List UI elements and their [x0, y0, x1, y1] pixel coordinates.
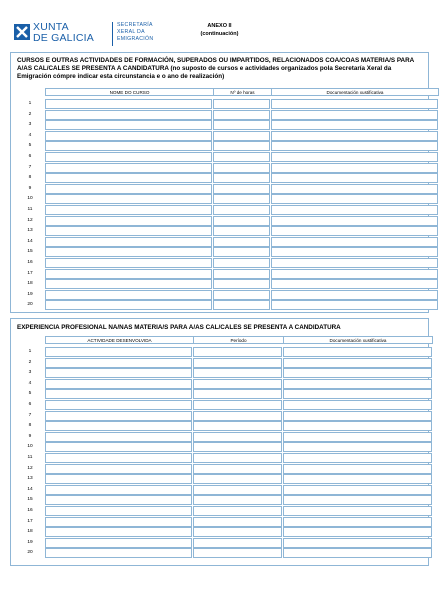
- input-cell[interactable]: [271, 226, 438, 236]
- dept-line-2: XERAL DA: [117, 29, 145, 35]
- row-number: 16: [27, 508, 33, 513]
- column-header: Período: [193, 336, 283, 344]
- input-cell[interactable]: [45, 110, 212, 120]
- input-cell[interactable]: [283, 432, 432, 442]
- input-cell[interactable]: [213, 194, 270, 204]
- input-cell[interactable]: [271, 110, 438, 120]
- input-cell[interactable]: [45, 184, 212, 194]
- row-number: 6: [28, 154, 32, 159]
- row-number: 13: [27, 228, 33, 234]
- input-cell[interactable]: [45, 495, 192, 505]
- row-number: 11: [27, 207, 33, 212]
- input-cell[interactable]: [193, 379, 282, 389]
- column-header: NOME DO CURSO: [45, 88, 213, 96]
- column-header: Nº de horas: [213, 88, 271, 96]
- input-cell[interactable]: [213, 173, 270, 183]
- dept-line-1: SECRETARÍA: [117, 22, 153, 28]
- row-number: 1: [28, 101, 32, 106]
- input-cell[interactable]: [193, 517, 282, 527]
- input-cell[interactable]: [271, 99, 438, 109]
- row-number: 4: [28, 132, 32, 138]
- row-number: 17: [27, 518, 33, 524]
- row-number: 14: [27, 238, 33, 244]
- input-cell[interactable]: [45, 247, 212, 257]
- input-cell[interactable]: [193, 527, 282, 537]
- row-number: 4: [28, 380, 32, 386]
- input-cell[interactable]: [45, 347, 192, 357]
- input-cell[interactable]: [45, 421, 192, 431]
- input-cell[interactable]: [193, 506, 282, 516]
- input-cell[interactable]: [193, 485, 282, 495]
- input-cell[interactable]: [271, 120, 438, 130]
- input-cell[interactable]: [283, 347, 432, 357]
- row-number: 15: [27, 497, 33, 503]
- column-header: Documentación xustificativa: [283, 336, 433, 344]
- row-number: 10: [27, 196, 33, 202]
- row-number: 8: [28, 423, 32, 429]
- input-cell[interactable]: [193, 495, 282, 505]
- input-cell[interactable]: [45, 216, 212, 226]
- row-number: 9: [28, 185, 32, 191]
- input-cell[interactable]: [213, 163, 270, 173]
- input-cell[interactable]: [283, 538, 432, 548]
- input-cell[interactable]: [45, 474, 192, 484]
- input-cell[interactable]: [283, 474, 432, 484]
- input-cell[interactable]: [193, 548, 282, 558]
- row-number: 3: [28, 122, 32, 128]
- input-cell[interactable]: [193, 389, 282, 399]
- input-cell[interactable]: [213, 131, 270, 141]
- input-cell[interactable]: [213, 279, 270, 289]
- input-cell[interactable]: [283, 400, 432, 410]
- input-cell[interactable]: [271, 131, 438, 141]
- input-cell[interactable]: [45, 400, 192, 410]
- input-cell[interactable]: [283, 442, 432, 452]
- experience-section: [10, 318, 429, 566]
- input-cell[interactable]: [271, 194, 438, 204]
- input-cell[interactable]: [213, 226, 270, 236]
- input-cell[interactable]: [271, 300, 438, 310]
- input-cell[interactable]: [45, 131, 212, 141]
- input-cell[interactable]: [193, 421, 282, 431]
- row-number: 5: [28, 391, 32, 397]
- input-cell[interactable]: [45, 453, 192, 463]
- row-number: 10: [27, 444, 33, 450]
- row-number: 14: [27, 486, 33, 492]
- input-cell[interactable]: [45, 432, 192, 442]
- input-cell[interactable]: [45, 485, 192, 495]
- input-cell[interactable]: [193, 442, 282, 452]
- page-header: [0, 0, 439, 52]
- input-cell[interactable]: [283, 358, 432, 368]
- row-number: 20: [27, 550, 33, 556]
- row-number: 3: [28, 370, 32, 376]
- row-number: 1: [28, 349, 32, 354]
- input-cell[interactable]: [283, 389, 432, 399]
- input-cell[interactable]: [283, 411, 432, 421]
- input-cell[interactable]: [271, 258, 438, 268]
- input-cell[interactable]: [283, 506, 432, 516]
- input-cell[interactable]: [45, 152, 212, 162]
- row-number: 19: [27, 539, 33, 545]
- input-cell[interactable]: [271, 247, 438, 257]
- input-cell[interactable]: [45, 527, 192, 537]
- row-number: 6: [28, 402, 32, 407]
- row-number: 5: [28, 143, 32, 149]
- input-cell[interactable]: [193, 538, 282, 548]
- row-number: 16: [27, 260, 33, 265]
- input-cell[interactable]: [45, 205, 212, 215]
- input-cell[interactable]: [283, 495, 432, 505]
- input-cell[interactable]: [45, 379, 192, 389]
- row-number: 7: [28, 164, 32, 170]
- input-cell[interactable]: [271, 184, 438, 194]
- input-cell[interactable]: [45, 194, 212, 204]
- input-cell[interactable]: [271, 173, 438, 183]
- row-number: 11: [27, 455, 33, 460]
- row-number: 2: [28, 359, 32, 365]
- row-number: 17: [27, 270, 33, 276]
- input-cell[interactable]: [193, 347, 282, 357]
- column-header: ACTIVIDADE DESENVOLVIDA: [45, 336, 193, 344]
- input-cell[interactable]: [213, 184, 270, 194]
- logo-line-2: DE GALICIA: [33, 32, 94, 44]
- input-cell[interactable]: [283, 368, 432, 378]
- input-cell[interactable]: [45, 173, 212, 183]
- row-number: 18: [27, 281, 33, 287]
- input-cell[interactable]: [45, 517, 192, 527]
- input-cell[interactable]: [193, 411, 282, 421]
- input-cell[interactable]: [193, 474, 282, 484]
- input-cell[interactable]: [193, 368, 282, 378]
- row-number: 12: [27, 217, 33, 223]
- input-cell[interactable]: [271, 152, 438, 162]
- input-cell[interactable]: [271, 141, 438, 151]
- dept-line-3: EMIGRACIÓN: [117, 36, 154, 42]
- courses-section: [10, 52, 429, 313]
- input-cell[interactable]: [45, 411, 192, 421]
- input-cell[interactable]: [45, 538, 192, 548]
- input-cell[interactable]: [45, 279, 212, 289]
- input-cell[interactable]: [213, 258, 270, 268]
- input-cell[interactable]: [283, 527, 432, 537]
- input-cell[interactable]: [283, 517, 432, 527]
- row-number: 20: [27, 302, 33, 308]
- row-number: 13: [27, 476, 33, 482]
- input-cell[interactable]: [213, 99, 270, 109]
- input-cell[interactable]: [271, 279, 438, 289]
- input-cell[interactable]: [45, 99, 212, 109]
- input-cell[interactable]: [213, 247, 270, 257]
- column-header: Documentación xustificativa: [271, 88, 439, 96]
- annex-subtitle: (continuación): [200, 31, 239, 37]
- input-cell[interactable]: [213, 269, 270, 279]
- input-cell[interactable]: [283, 464, 432, 474]
- input-cell[interactable]: [45, 464, 192, 474]
- logo-line-1: XUNTA: [33, 21, 69, 33]
- input-cell[interactable]: [45, 358, 192, 368]
- input-cell[interactable]: [213, 141, 270, 151]
- annex-title: ANEXO II: [207, 23, 232, 29]
- input-cell[interactable]: [45, 226, 212, 236]
- input-cell[interactable]: [213, 290, 270, 300]
- input-cell[interactable]: [213, 300, 270, 310]
- input-cell[interactable]: [45, 290, 212, 300]
- input-cell[interactable]: [193, 400, 282, 410]
- row-number: 19: [27, 291, 33, 297]
- input-cell[interactable]: [213, 205, 270, 215]
- input-cell[interactable]: [193, 464, 282, 474]
- input-cell[interactable]: [45, 163, 212, 173]
- row-number: 8: [28, 175, 32, 181]
- row-number: 7: [28, 412, 32, 418]
- input-cell[interactable]: [271, 163, 438, 173]
- input-cell[interactable]: [193, 453, 282, 463]
- input-cell[interactable]: [193, 358, 282, 368]
- input-cell[interactable]: [193, 432, 282, 442]
- input-cell[interactable]: [271, 205, 438, 215]
- input-cell[interactable]: [45, 442, 192, 452]
- input-cell[interactable]: [283, 379, 432, 389]
- input-cell[interactable]: [213, 216, 270, 226]
- input-cell[interactable]: [283, 421, 432, 431]
- input-cell[interactable]: [271, 237, 438, 247]
- row-number: 12: [27, 465, 33, 471]
- input-cell[interactable]: [45, 300, 212, 310]
- input-cell[interactable]: [283, 548, 432, 558]
- input-cell[interactable]: [271, 269, 438, 279]
- input-cell[interactable]: [271, 290, 438, 300]
- input-cell[interactable]: [45, 389, 192, 399]
- courses-section-title: CURSOS E OUTRAS ACTIVIDADES DE FORMACIÓN, SUPERADOS OU IMPARTIDOS, RELACIONADOS COA/COAS MATERIA/S PARA A/AS CAL/CALES SE PRESENTA A CANDIDATURA (no suposto de cursos e actividades organizados pola Secretaría Xeral da Emigración cómpre indicar esta circunstancia e o ano de realización): [17, 57, 414, 80]
- row-number: 2: [28, 111, 32, 117]
- input-cell[interactable]: [45, 548, 192, 558]
- experience-section-title: EXPERIENCIA PROFESIONAL NA/NAS MATERIA/S PARA A/AS CAL/CALES SE PRESENTA A CANDIDATURA: [17, 324, 341, 331]
- row-number: 15: [27, 249, 33, 255]
- input-cell[interactable]: [45, 237, 212, 247]
- input-cell[interactable]: [213, 110, 270, 120]
- input-cell[interactable]: [213, 152, 270, 162]
- input-cell[interactable]: [283, 485, 432, 495]
- input-cell[interactable]: [45, 258, 212, 268]
- input-cell[interactable]: [45, 269, 212, 279]
- input-cell[interactable]: [45, 141, 212, 151]
- input-cell[interactable]: [45, 506, 192, 516]
- input-cell[interactable]: [213, 120, 270, 130]
- input-cell[interactable]: [271, 216, 438, 226]
- input-cell[interactable]: [45, 120, 212, 130]
- row-number: 9: [28, 433, 32, 439]
- row-number: 18: [27, 529, 33, 535]
- input-cell[interactable]: [45, 368, 192, 378]
- input-cell[interactable]: [213, 237, 270, 247]
- input-cell[interactable]: [283, 453, 432, 463]
